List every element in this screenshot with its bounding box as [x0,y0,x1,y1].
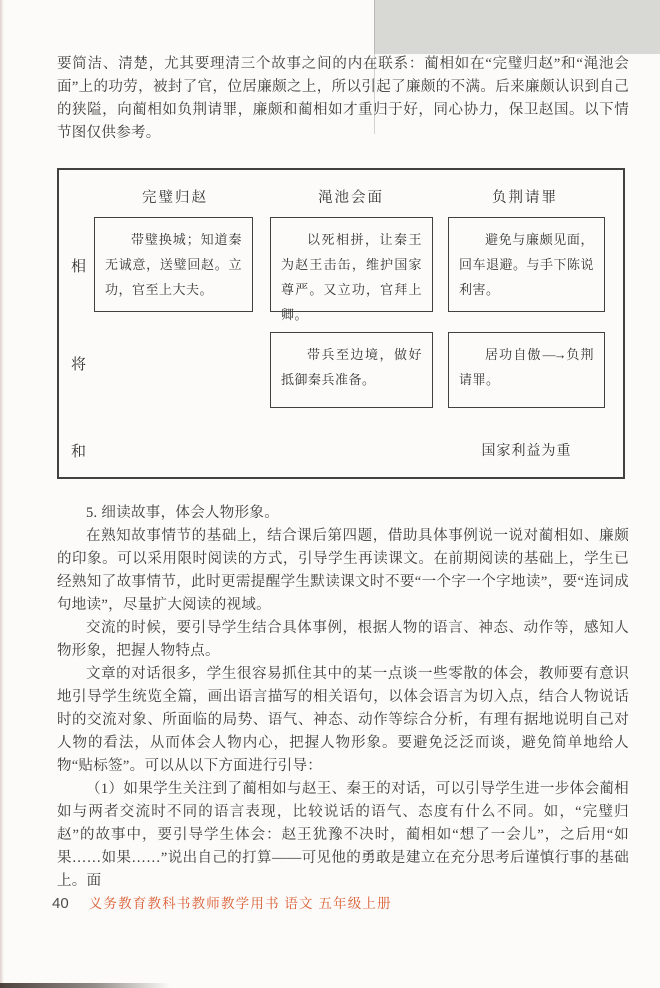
diagram-row-label-jiang: 将 [71,357,87,373]
diagram-cell-xiang-mianchi [270,217,433,322]
section-5 [57,502,629,893]
diagram-cell-xiang-wanbiguizhao [94,217,253,312]
cell-text-after-arrow: 负荆请罪。 [459,347,594,387]
section-paragraph: 交流的时候，要引导学生结合具体事例，根据人物的语言、神态、动作等，感知人物形象，把握人物特点。 [57,620,629,659]
diagram-row-label-xiang: 相 [71,259,87,275]
page-footer [52,892,392,912]
book-title: 义务教育教科书教师教学用书 语文 五年级上册 [88,896,392,911]
diagram-cell-text [459,342,594,392]
scan-left-edge-shadow [0,0,4,988]
diagram-column-header-mianchi: 渑池会面 [318,190,384,206]
section-paragraph: 文章的对话很多，学生很容易抓住其中的某一点谈一些零散的体会，教师要有意识地引导学生统览全篇，画出语言描写的相关语句，以体会语言为切入点，结合人物说话时的交流对象、所面临的局势、语气、神态、动作等综合分析，有理有据地说明自己对人物的看法，从而体会人物内心，把握人物形象。要避免泛泛而谈，避免简单地给人物“贴标签”。可以从以下方面进行引导： [57,666,629,774]
diagram-column-header-wanbiguizhao: 完璧归赵 [142,190,208,206]
diagram-column-header-fujingqingzui: 负荆请罪 [492,190,558,206]
diagram-he-note: 国家利益为重 [481,444,572,459]
diagram-cell-jiang-fujing [448,332,605,408]
page-number: 40 [52,895,69,912]
cell-text-before-arrow: 居功自傲 [485,347,542,362]
story-plot-diagram [57,168,625,479]
section-paragraph: 在熟知故事情节的基础上，结合课后第四题，借助具体事例说一说对蔺相如、廉颇的印象。可以采用限时阅读的方式，引导学生再读课文。在前期阅读的基础上，学生已经熟知了故事情节，此时更需提醒学生默读课文时不要“一个字一个字地读”，要“连词成句地读”，尽量扩大阅读的视域。 [57,528,629,613]
diagram-cell-text: 以死相拼，让秦王为赵王击缶，维护国家尊严。又立功，官拜上卿。 [281,232,422,322]
diagram-cell-text: 避免与廉颇见面，回车退避。与手下陈说利害。 [459,232,595,297]
diagram-cell-xiang-fujing [448,217,605,312]
diagram-cell-text: 带兵至边境，做好抵御秦兵准备。 [281,347,422,387]
diagram-row-label-he: 和 [71,444,87,460]
section-5-heading: 5. 细读故事，体会人物形象。 [86,505,279,521]
scan-artifact-top-right [374,0,660,54]
section-paragraph: （1）如果学生关注到了蔺相如与赵王、秦王的对话，可以引导学生进一步体会蔺相如与两者交流时不同的语言表现，比较说话的语气、态度有什么不同。如，“完璧归赵”的故事中，要引导学生体会：赵王犹豫不决时，蔺相如“想了一会儿”，之后用“如果……如果……”说出自己的打算——可见他的勇敢是建立在充分思考后谨慎行事的基础上。面 [57,781,629,889]
diagram-cell-text: 带璧换城；知道秦无诚意，送璧回赵。立功，官至上大夫。 [105,232,242,297]
intro-paragraph: 要简洁、清楚，尤其要理清三个故事之间的内在联系：蔺相如在“完璧归赵”和“渑池会面”上的功劳，被封了官，位居廉颇之上，所以引起了廉颇的不满。后来廉颇认识到自己的狭隘，向蔺相如负荆请罪，廉颇和蔺相如才重归于好，同心协力，保卫赵国。以下情节图仅供参考。 [57,56,629,141]
arrow-right-icon: —→ [542,347,565,362]
diagram-cell-jiang-mianchi [270,332,433,408]
scan-artifact-bottom-edge [0,983,170,988]
